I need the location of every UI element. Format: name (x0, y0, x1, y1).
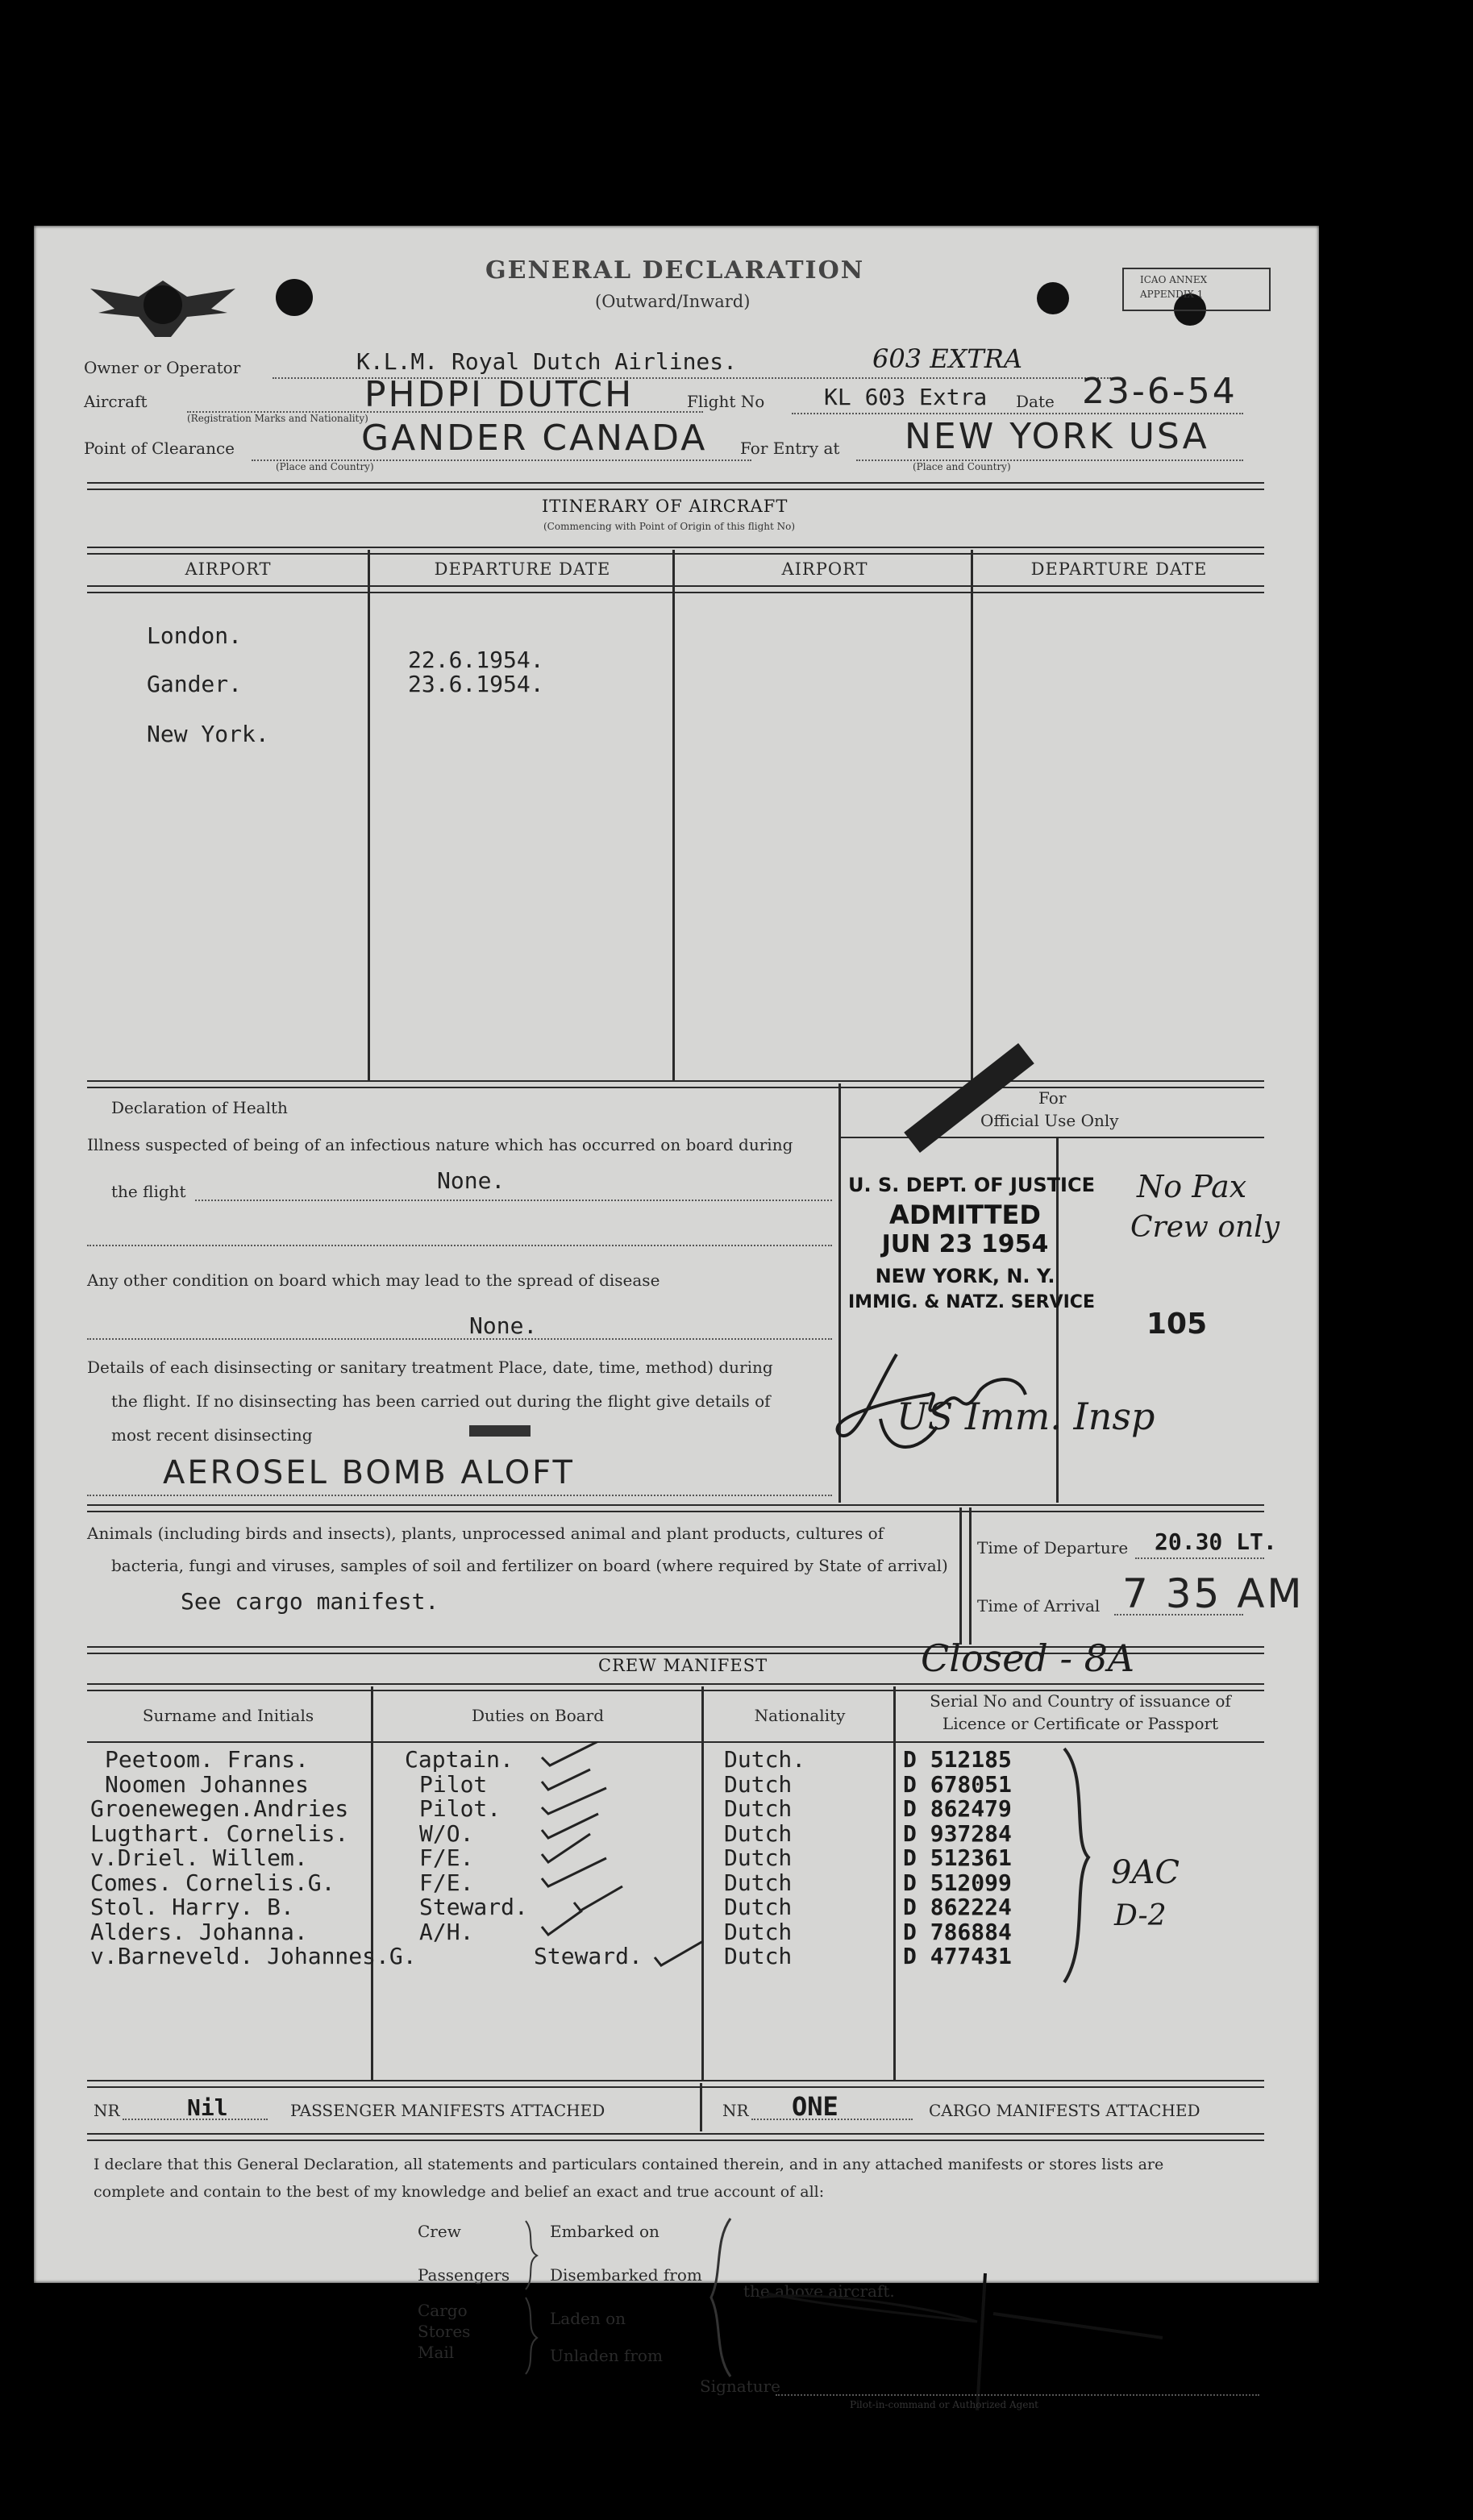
form-subtitle: (Outward/Inward) (595, 292, 751, 311)
annex-line-1: ICAO ANNEX (1140, 274, 1208, 285)
col-serial-2: Licence or Certificate or Passport (942, 1714, 1219, 1733)
crew-duty: Steward. (419, 1894, 528, 1920)
crew-nationality: Dutch. (724, 1746, 806, 1773)
clearance-label: Point of Clearance (84, 439, 235, 458)
itinerary-date-2: 23.6.1954. (408, 671, 544, 697)
entry-sub: (Place and Country) (913, 461, 1011, 472)
crew-nationalities (724, 1748, 805, 1969)
crew-name: Stol. Harry. B. (90, 1894, 294, 1920)
crew-name: Alders. Johanna. (90, 1918, 308, 1945)
col-nationality: Nationality (754, 1706, 846, 1725)
crew-nationality: Dutch (724, 1918, 793, 1945)
crew-duty: Steward. (534, 1943, 643, 1969)
crew-title: CREW MANIFEST (598, 1656, 768, 1675)
itinerary-title: ITINERARY OF AIRCRAFT (542, 497, 789, 516)
owner-value: K.L.M. Royal Dutch Airlines. (356, 348, 738, 375)
large-bracket (706, 2217, 739, 2378)
illness-line-1: Illness suspected of being of an infectious nature which has occurred on board during (87, 1135, 793, 1154)
aircraft-label: Aircraft (84, 392, 148, 411)
nr-label-2: NR (722, 2101, 749, 2120)
annex-line-2: APPENDIX 1 (1140, 289, 1204, 300)
embarked-item: Embarked on (550, 2222, 660, 2241)
stamp-line-1: U. S. DEPT. OF JUSTICE (848, 1174, 1095, 1196)
annex-box (1122, 268, 1271, 311)
owner-label: Owner or Operator (84, 358, 241, 377)
arrival-label: Time of Arrival (977, 1596, 1101, 1616)
disinsect-line-1: Details of each disinsecting or sanitary treatment Place, date, time, method) during (87, 1358, 773, 1377)
crew-duty: Pilot (419, 1770, 488, 1798)
aircraft-sub: (Registration Marks and Nationality) (187, 413, 368, 424)
crew-name: Comes. Cornelis.G. (90, 1869, 335, 1896)
bracket-note-1: 9AC (1111, 1854, 1180, 1891)
declaration-line-2: complete and contain to the best of my knowledge and belief an exact and true account of all: (94, 2183, 825, 2201)
disembarked-item: Disembarked from (550, 2265, 702, 2285)
stamp-line-4: NEW YORK, N. Y. (875, 1265, 1055, 1287)
crew-serial: D 786884 (903, 1918, 1012, 1945)
crew-nationality: Dutch (724, 1894, 793, 1920)
date-label: Date (1016, 392, 1055, 411)
crew-nationality: Dutch (724, 1819, 793, 1847)
crew-serial: D 862224 (903, 1894, 1012, 1920)
col-airport-1: AIRPORT (185, 559, 272, 579)
stamp-line-5: IMMIG. & NATZ. SERVICE (848, 1292, 1095, 1312)
crew-duty: W/O. (419, 1819, 474, 1847)
illness-value: None. (437, 1167, 506, 1194)
form-title: GENERAL DECLARATION (485, 256, 865, 285)
condition-value: None. (469, 1312, 538, 1339)
eagle-logo-icon (82, 264, 243, 345)
crew-duty: F/E. (419, 1869, 474, 1896)
signature-note: US Imm. Insp (897, 1395, 1155, 1438)
bracket-mark (1056, 1744, 1105, 1986)
official-note-2: Crew only (1130, 1211, 1280, 1244)
stamp-line-2: ADMITTED (889, 1200, 1041, 1230)
crew-name: v.Driel. Willem. (90, 1844, 308, 1871)
aircraft-value: PHDPI DUTCH (364, 374, 635, 415)
mail-item: Mail (418, 2343, 455, 2362)
clearance-sub: (Place and Country) (276, 461, 374, 472)
crew-duty: A/H. (419, 1918, 474, 1945)
departure-value: 20.30 LT. (1155, 1528, 1277, 1555)
cargo-line-1: Animals (including birds and insects), plants, unprocessed animal and plant products, cultures of (87, 1524, 884, 1543)
punch-hole (1037, 282, 1069, 314)
cargo-line-2: bacteria, fungi and viruses, samples of soil and fertilizer on board (where required by State of arrival) (111, 1556, 948, 1575)
crew-names (90, 1748, 417, 1969)
aircraft-text: the above aircraft. (743, 2281, 895, 2301)
condition-label: Any other condition on board which may lead to the spread of disease (87, 1270, 660, 1290)
crew-name: Noomen Johannes (105, 1770, 309, 1798)
itinerary-date-1: 22.6.1954. (408, 647, 544, 673)
nr-value-2: ONE (792, 2091, 838, 2122)
crew-serial: D 477431 (903, 1943, 1012, 1969)
declaration-line-1: I declare that this General Declaration, all statements and particulars contained therein, and in any attached manifests or stores lists are (94, 2156, 1164, 2173)
itinerary-airport-1: London. (147, 622, 243, 649)
crew-serial: D 862479 (903, 1795, 1012, 1822)
health-title: Declaration of Health (111, 1098, 288, 1117)
cargo-manifests-label: CARGO MANIFESTS ATTACHED (929, 2101, 1200, 2120)
bracket-note-2: D-2 (1114, 1899, 1167, 1932)
itinerary-airport-3: New York. (147, 721, 269, 747)
crew-serial: D 512361 (903, 1844, 1012, 1871)
flight-label: Flight No (687, 392, 765, 411)
stamp-line-3: JUN 23 1954 (881, 1230, 1049, 1258)
struck-text-mark (469, 1425, 531, 1437)
checkmarks (534, 1741, 719, 1983)
unladen-item: Unladen from (550, 2346, 663, 2365)
stores-item: Stores (418, 2322, 471, 2341)
declaration-form (34, 226, 1319, 2410)
disinsect-value: AEROSEL BOMB ALOFT (163, 1454, 575, 1491)
col-departure-1: DEPARTURE DATE (434, 559, 611, 579)
brace-marks (518, 2217, 550, 2378)
crew-nationality: Dutch (724, 1795, 793, 1822)
closed-note: Closed - 8A (921, 1636, 1135, 1680)
col-airport-2: AIRPORT (781, 559, 868, 579)
itinerary-subtitle: (Commencing with Point of Origin of this flight No) (543, 521, 796, 532)
crew-name: Lugthart. Cornelis. (90, 1819, 349, 1847)
departure-label: Time of Departure (977, 1538, 1129, 1557)
crew-name: Peetoom. Frans. (105, 1746, 309, 1773)
official-title-1: For (1038, 1088, 1067, 1108)
owner-note: 603 EXTRA (872, 343, 1022, 374)
itinerary-airport-2: Gander. (147, 671, 243, 697)
official-number: 105 (1146, 1308, 1208, 1341)
entry-label: For Entry at (740, 439, 840, 458)
passenger-manifests-label: PASSENGER MANIFESTS ATTACHED (290, 2101, 605, 2120)
crew-duty: Captain. (405, 1746, 514, 1773)
laden-item: Laden on (550, 2309, 626, 2328)
date-value: 23-6-54 (1082, 371, 1238, 412)
flight-value: KL 603 Extra (824, 384, 988, 410)
nr-label-1: NR (94, 2101, 120, 2120)
col-departure-2: DEPARTURE DATE (1030, 559, 1208, 579)
crew-nationality: Dutch (724, 1770, 793, 1798)
arrival-value: 7 35 AM (1122, 1570, 1304, 1617)
illness-line-2: the flight (111, 1182, 186, 1201)
crew-serial: D 512185 (903, 1746, 1012, 1773)
col-duties: Duties on Board (471, 1706, 605, 1725)
crew-name: v.Barneveld. Johannes.G. (90, 1943, 417, 1969)
official-note-1: No Pax (1137, 1169, 1247, 1204)
disinsect-line-3: most recent disinsecting (111, 1425, 313, 1445)
crew-item: Crew (418, 2222, 461, 2241)
cargo-item: Cargo (418, 2301, 468, 2320)
official-title-2: Official Use Only (980, 1111, 1119, 1130)
crew-duty: F/E. (419, 1844, 474, 1871)
disinsect-line-2: the flight. If no disinsecting has been carried out during the flight give details of (111, 1391, 771, 1411)
nr-value-1: Nil (187, 2094, 228, 2121)
signature-label: Signature (700, 2377, 781, 2396)
crew-name: Groenewegen.Andries (90, 1795, 349, 1822)
cargo-value: See cargo manifest. (181, 1588, 439, 1615)
crew-nationality: Dutch (724, 1869, 793, 1896)
passengers-item: Passengers (418, 2265, 510, 2285)
crew-serial: D 937284 (903, 1819, 1012, 1847)
crew-nationality: Dutch (724, 1943, 793, 1969)
punch-hole (276, 279, 313, 316)
clearance-value: GANDER CANADA (361, 418, 708, 459)
col-serial-1: Serial No and Country of issuance of (930, 1691, 1231, 1711)
crew-serials (903, 1748, 1012, 1969)
admitted-stamp (848, 1174, 1095, 1312)
entry-value: NEW YORK USA (905, 416, 1209, 457)
crew-nationality: Dutch (724, 1844, 793, 1871)
col-name: Surname and Initials (142, 1706, 314, 1725)
crew-serial: D 512099 (903, 1869, 1012, 1896)
signature-sub: Pilot-in-command or Authorized Agent (850, 2399, 1038, 2410)
crew-serial: D 678051 (903, 1770, 1012, 1798)
crew-duty: Pilot. (419, 1795, 501, 1822)
